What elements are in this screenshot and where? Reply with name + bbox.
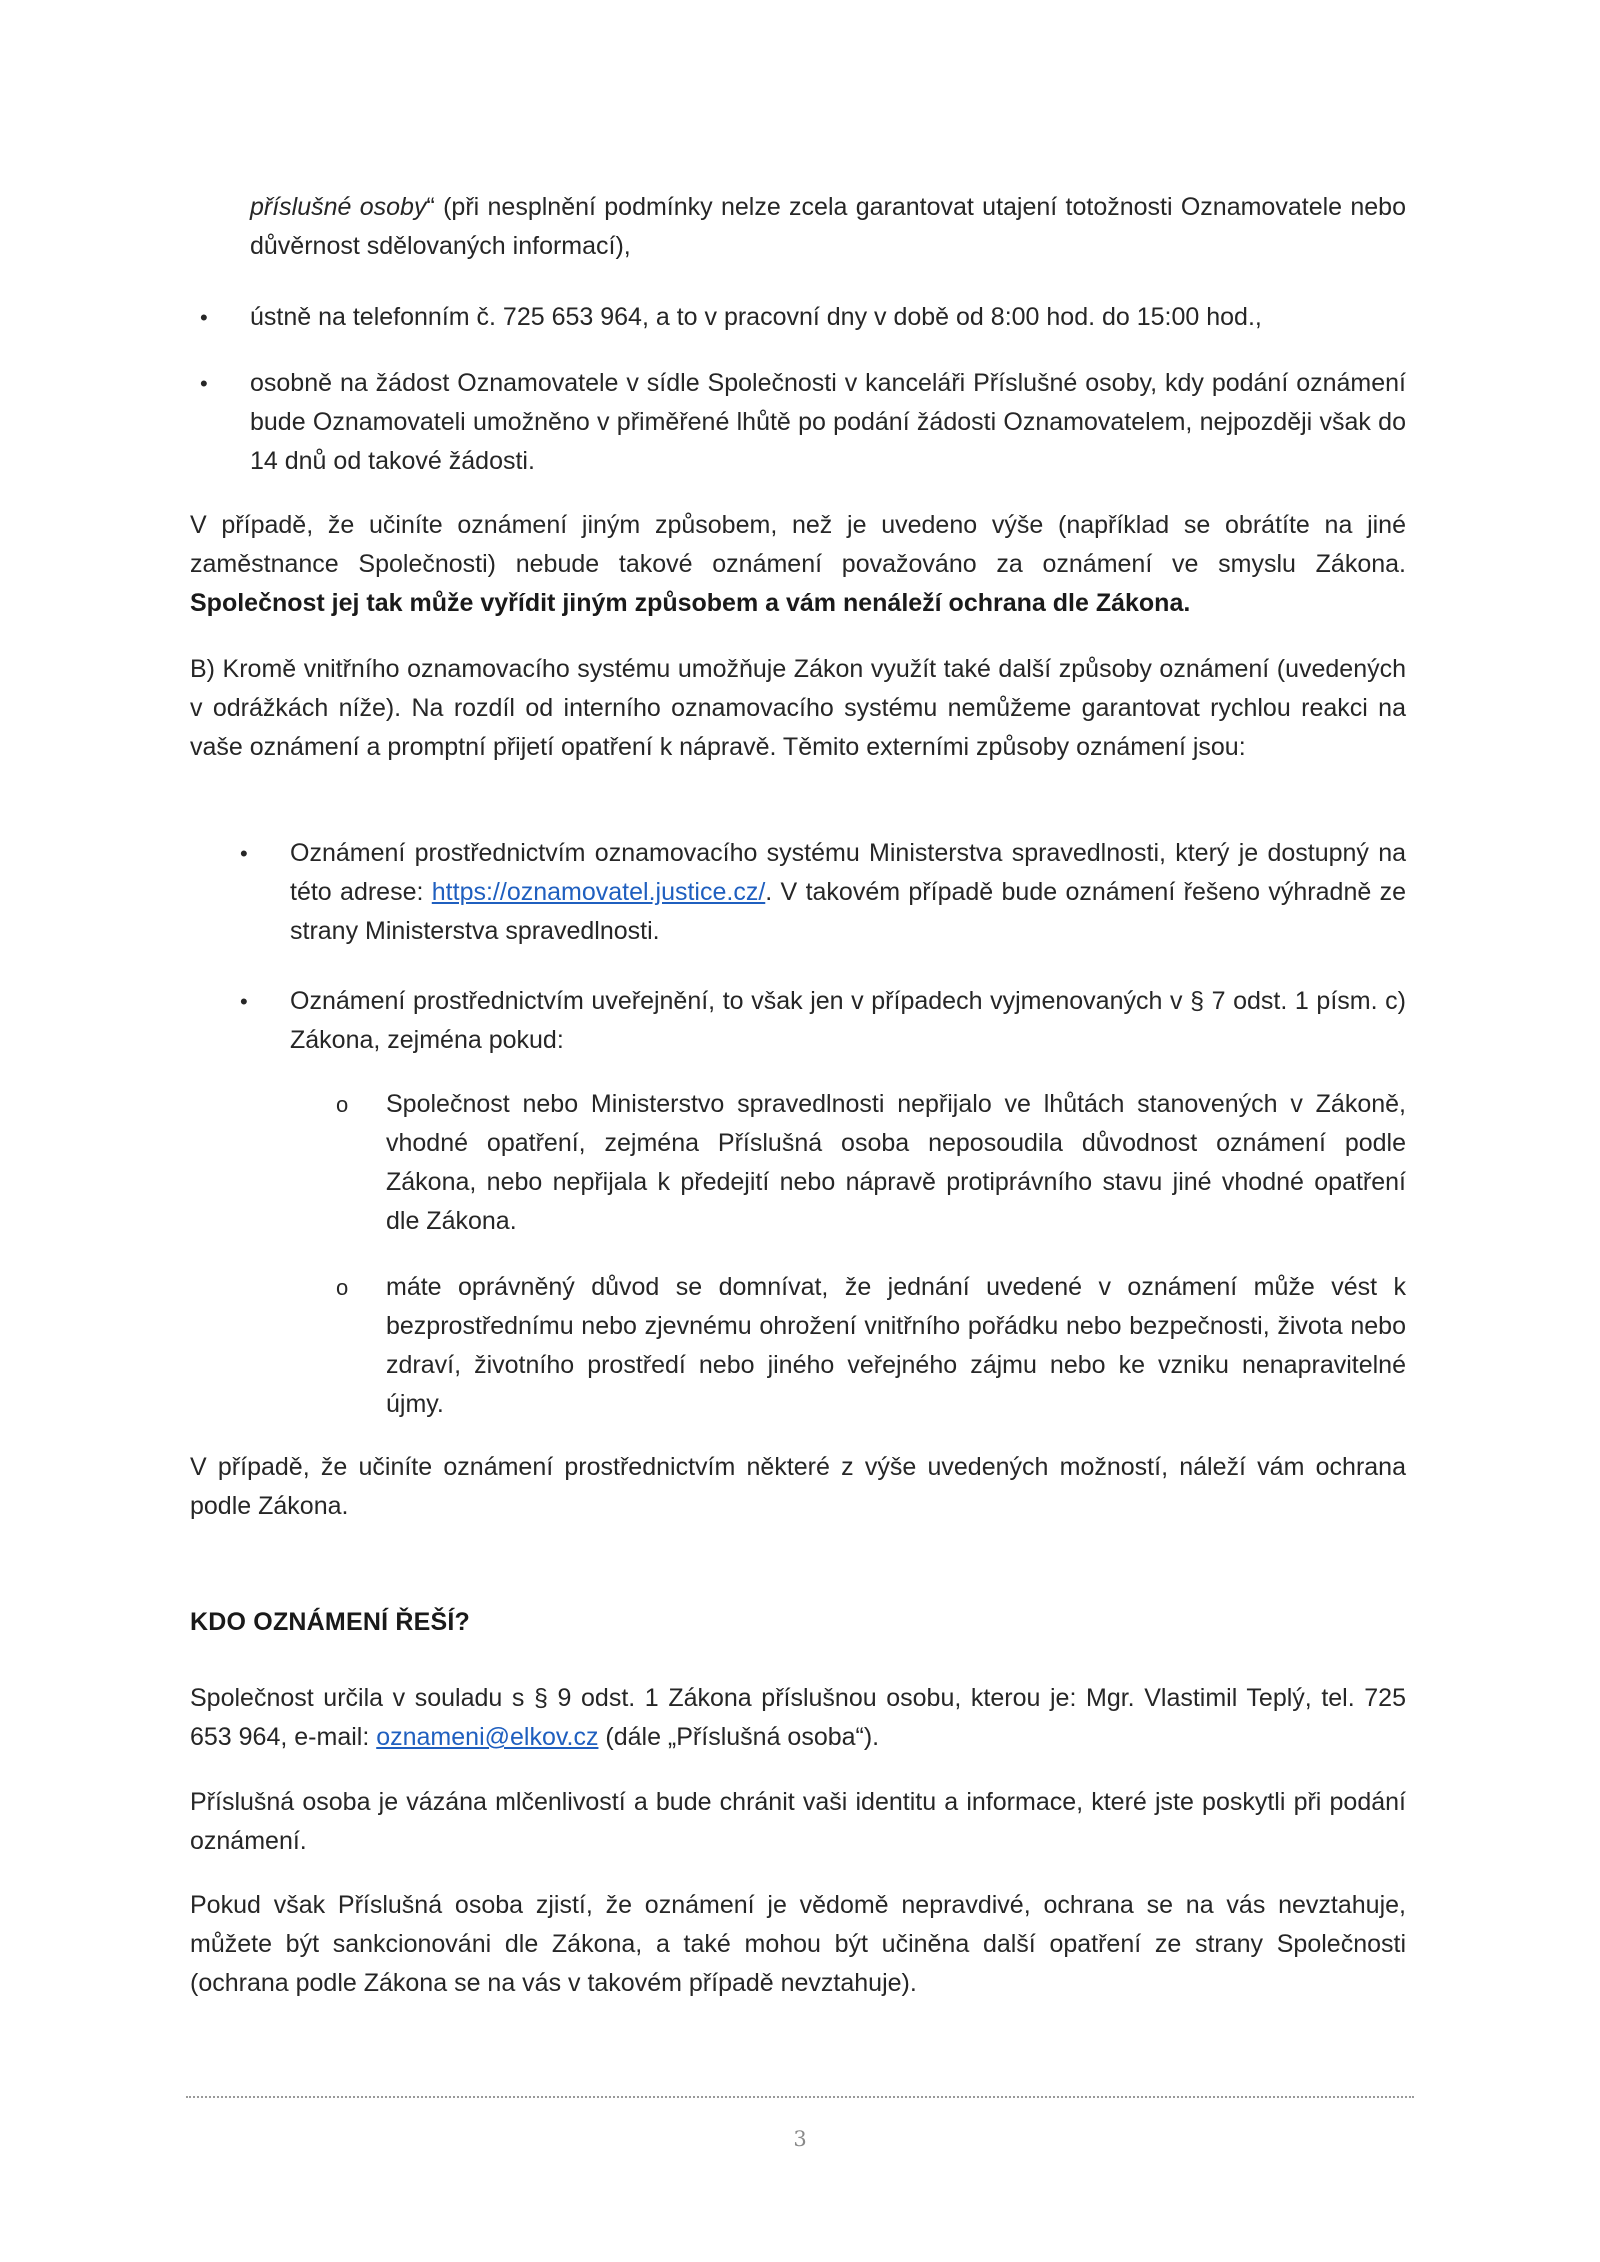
list-item-text: Oznámení prostřednictvím uveřejnění, to však jen v případech vyjmenovaných v § 7 odst. 1 písm. c) Zákona, zejména pokud: — [290, 987, 1406, 1054]
sub-list-item-text: Společnost nebo Ministerstvo spravedlnosti nepřijalo ve lhůtách stanovených v Zákoně, vhodné opatření, zejména Příslušná osoba neposoudila důvodnost oznámení podle Zákona, nebo nepřijala k předejití nebo nápravě protiprávního stavu jiné vhodné opatření dle Zákona. — [386, 1090, 1406, 1235]
list-item-text-part: . V takovém případě bude oznámení řešeno výhradně ze strany Ministerstva spravedlnosti. — [290, 878, 1406, 945]
bold-warning: Společnost jej tak může vyřídit jiným způsobem a vám nenáleží ochrana dle Zákona. — [190, 589, 1191, 617]
bullet-icon: • — [240, 989, 248, 1014]
sub-list-item-text: máte oprávněný důvod se domnívat, že jednání uvedené v oznámení může vést k bezprostřednímu nebo zjevnému ohrožení vnitřního pořádku nebo bezpečnosti, života nebo zdraví, životního prostředí nebo jiného veřejného zájmu nebo ke vzniku nenapravitelné újmy. — [386, 1273, 1406, 1418]
bullet-icon: • — [200, 371, 208, 396]
page-number: 3 — [793, 2127, 807, 2151]
circle-bullet-icon: o — [336, 1092, 349, 1117]
paragraph-text: (dále „Příslušná osoba“). — [598, 1723, 880, 1751]
bullet-icon: • — [240, 841, 248, 866]
bullet-icon: • — [200, 305, 208, 330]
list-item-text — [290, 834, 1406, 951]
section-heading: KDO OZNÁMENÍ ŘEŠÍ? — [190, 1608, 470, 1636]
continuation-text: “ (při nesplnění podmínky nelze zcela garantovat utajení totožnosti Oznamovatele nebo důvěrnost sdělovaných informací), — [250, 193, 1406, 260]
paragraph-secrecy: Příslušná osoba je vázána mlčenlivostí a bude chránit vaši identitu a informace, které jste poskytli při podání oznámení. — [190, 1788, 1406, 1855]
paragraph-responsible-person — [190, 1679, 1406, 1757]
list-item-text: osobně na žádost Oznamovatele v sídle Společnosti v kanceláři Příslušné osoby, kdy podání oznámení bude Oznamovateli umožněno v přiměřené lhůtě po podání žádosti Oznamovatelem, nejpozději však do 14 dnů od takové žádosti. — [250, 369, 1406, 475]
paragraph-text: Společnost určila v souladu s § 9 odst. 1 Zákona příslušnou osobu, kterou je: Mgr. Vlastimil Teplý, tel. 725 653 964, e-mail: — [190, 1684, 1406, 1751]
paragraph-other-method — [190, 506, 1406, 623]
paragraph-protection: V případě, že učiníte oznámení prostřednictvím některé z výše uvedených možností, náleží vám ochrana podle Zákona. — [190, 1453, 1406, 1520]
paragraph-text: V případě, že učiníte oznámení jiným způsobem, než je uvedeno výše (například se obrátíte na jiné zaměstnance Společnosti) nebude takové oznámení považováno za oznámení ve smyslu Zákona. — [190, 511, 1406, 578]
footer-divider — [186, 2096, 1414, 2098]
list-item-continuation — [250, 188, 1406, 266]
circle-bullet-icon: o — [336, 1275, 349, 1300]
paragraph-false-report: Pokud však Příslušná osoba zjistí, že oznámení je vědomě nepravdivé, ochrana se na vás nevztahuje, můžete být sankcionováni dle Zákona, a také mohou být učiněna další opatření ze strany Společnosti (ochrana podle Zákona se na vás v takovém případě nevztahuje). — [190, 1891, 1406, 1997]
italic-term: příslušné osoby — [250, 193, 427, 221]
justice-portal-link[interactable]: https://oznamovatel.justice.cz/ — [431, 878, 766, 906]
paragraph-external-methods: B) Kromě vnitřního oznamovacího systému umožňuje Zákon využít také další způsoby oznámení (uvedených v odrážkách níže). Na rozdíl od interního oznamovacího systému nemůžeme garantovat rychlou reakci na vaše oznámení a promptní přijetí opatření k nápravě. Těmito externími způsoby oznámení jsou: — [190, 655, 1406, 761]
email-link[interactable]: oznameni@elkov.cz — [376, 1723, 599, 1751]
list-item-text-part: Oznámení prostřednictvím oznamovacího systému Ministerstva spravedlnosti, který je dostupný na této adrese: — [290, 839, 1406, 906]
list-item-text: ústně na telefonním č. 725 653 964, a to v pracovní dny v době od 8:00 hod. do 15:00 hod., — [250, 303, 1262, 331]
